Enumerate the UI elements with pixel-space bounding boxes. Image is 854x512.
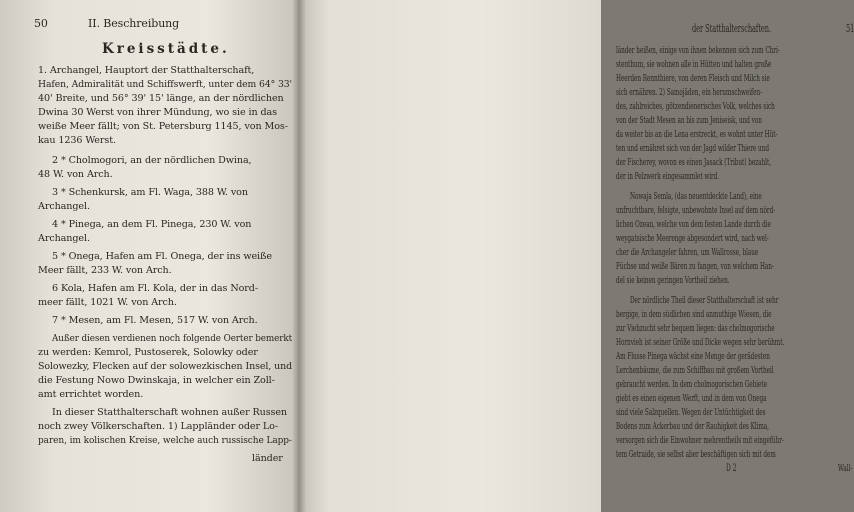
text-line: In dieser Statthalterschaft wohnen außer Russen: [52, 407, 288, 418]
text-line: der in Pelzwerk eingesammlet wird.: [616, 171, 720, 182]
right-page: [298, 0, 854, 512]
text-line: 4 * Pinega, an dem Fl. Pinega, 230 W. von: [52, 219, 252, 230]
text-line: 6 Kola, Hafen am Fl. Kola, der in das Nord-: [52, 283, 258, 294]
text-line: 7 * Mesen, am Fl. Mesen, 517 W. von Arch.: [52, 315, 258, 326]
text-line: von der Stadt Mesen an bis zum Jeniseisk, und von: [616, 115, 762, 126]
text-line: 48 W. von Arch.: [38, 169, 113, 180]
text-line: noch zwey Völkerschaften. 1) Lappländer oder Lo-: [38, 421, 279, 432]
text-line: 1. Archangel, Hauptort der Statthalterschaft,: [38, 65, 255, 76]
text-line: meer fällt, 1021 W. von Arch.: [38, 297, 177, 308]
text-line: zu werden: Kemrol, Pustoserek, Solowky oder: [38, 347, 258, 358]
text-line: kau 1236 Werst.: [38, 135, 116, 146]
text-line: Nowaja Semla, (das neuentdeckte Land), eine: [630, 191, 762, 202]
text-line: Archangel.: [38, 233, 90, 244]
text-line: der Fischerey, wovon es einen Jasack (Tribut) bezahlt,: [616, 157, 771, 168]
text-line: versorgen sich die Einwohner mehrentheils mit eingeführ-: [616, 435, 784, 446]
running-head-left: II. Beschreibung: [88, 17, 180, 30]
text-line: bergige, in dem südlichen sind anmuthige Wiesen, die: [616, 309, 772, 320]
book-gutter: [292, 0, 306, 512]
text-line: amt errichtet worden.: [38, 389, 144, 400]
text-line: Meer fällt, 233 W. von Arch.: [38, 265, 172, 276]
text-line: Außer diesen verdienen noch folgende Oerter bemerkt: [52, 333, 293, 344]
running-head-right: der Statthalterschaften.: [692, 22, 771, 35]
text-line: weygatsische Meerenge abgesondert wird, nach wel-: [616, 233, 769, 244]
text-line: Bodens zum Ackerbau und der Rauhigkeit des Klima,: [616, 421, 769, 432]
text-line: länder heißen, einige von ihnen bekennen sich zum Chri-: [616, 45, 780, 56]
text-line: 40' Breite, und 56° 39' 15' länge, an der nördlichen: [38, 93, 284, 104]
page-number-right: 51: [846, 22, 854, 35]
text-line: die Festung Nowo Dwinskaja, in welcher ein Zoll-: [38, 375, 275, 386]
section-heading: Kreisstädte.: [102, 41, 230, 57]
text-line: 2 * Cholmogori, an der nördlichen Dwina,: [52, 155, 252, 166]
text-line: weiße Meer fällt; von St. Petersburg 1145, von Mos-: [38, 121, 288, 132]
text-line: Hafen, Admiralität und Schiffswerft, unter dem 64° 33': [38, 79, 293, 90]
text-line: 5 * Onega, Hafen am Fl. Onega, der ins weiße: [52, 251, 272, 262]
text-line: cher die Archangeler fahren, um Wallrosse, blaue: [616, 247, 759, 258]
text-line: 3 * Schenkursk, am Fl. Waga, 388 W. von: [52, 187, 248, 198]
text-line: Hornvieh ist seiner Größe und Dicke wegen sehr berühmt.: [616, 337, 785, 348]
text-line: zur Viehzucht sehr bequem liegen: das cholmogorische: [616, 323, 775, 334]
text-line: Archangel.: [38, 201, 90, 212]
text-line: Am Flusse Pinega wächst eine Menge der gerädesten: [616, 351, 770, 362]
text-line: Der nördliche Theil dieser Statthalterschaft ist sehr: [630, 295, 779, 306]
text-line: Füchse und weiße Bären zu fangen, von welchem Han-: [616, 261, 774, 272]
text-line: sich ernähren. 2) Samojäden, ein herumschweifen-: [616, 87, 762, 98]
left-page: [0, 0, 298, 512]
text-line: Lerchenbäume, die zum Schiffbau mit großem Vortheil: [616, 365, 774, 376]
text-line: paren, im kolischen Kreise, welche auch russische Lapp-: [38, 435, 292, 446]
text-line: giebt es einen eigenen Werft, und in dem von Onega: [616, 393, 767, 404]
text-line: Solowezky, Flecken auf der solowezkischen Insel, und: [38, 361, 293, 372]
catchword-left: länder: [252, 453, 283, 464]
text-line: Heerden Rennthiere, von deren Fleisch und Milch sie: [616, 73, 770, 84]
text-line: lichen Ozean, welche von dem festen Lande durch die: [616, 219, 771, 230]
text-line: gebraucht werden. In dem cholmogorischen Gebiete: [616, 379, 767, 390]
text-line: Dwina 30 Werst von ihrer Mündung, wo sie in das: [38, 107, 277, 118]
page-number-left: 50: [34, 17, 48, 30]
text-line: tem Getraide, sie selbst aber beschäftigen sich mit dem: [616, 449, 776, 460]
catchword-right: Wall-: [838, 463, 853, 474]
text-line: des, zahlreiches, götzendienerisches Volk, welches sich: [616, 101, 775, 112]
printer-signature: D 2: [726, 463, 737, 474]
text-line: ten und ernähret sich von der Jagd wilder Thiere und: [616, 143, 769, 154]
text-line: da weiter bis an die Lena erstreckt, es wohnt unter Hüt-: [616, 129, 778, 140]
text-line: unfruchtbare, felsigte, unbewohnte Insel auf dem nörd-: [616, 205, 776, 216]
text-line: stenthum, sie wohnen alle in Hütten und halten große: [616, 59, 772, 70]
text-line: del sie keinen geringen Vortheil ziehen.: [616, 275, 730, 286]
text-line: sind viele Salzquellen. Wegen der Untüchtigkeit des: [616, 407, 766, 418]
